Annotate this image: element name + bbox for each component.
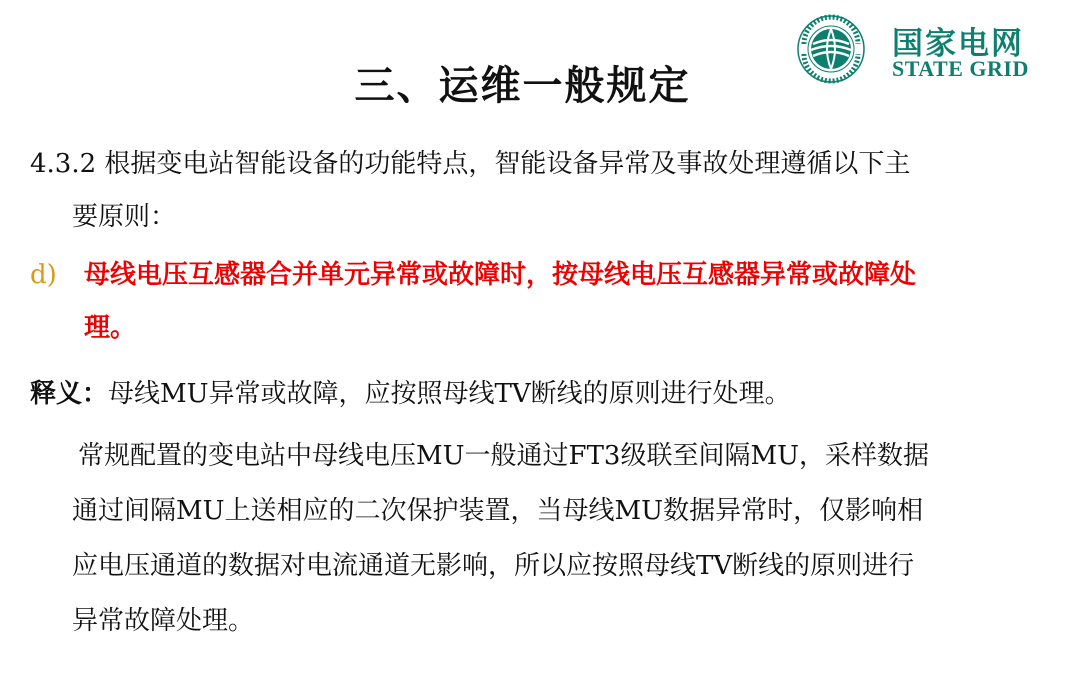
list-marker: d) — [30, 260, 57, 290]
interpretation-text: 母线MU异常或故障，应按照母线TV断线的原则进行处理。 — [108, 379, 791, 409]
interpretation-paragraph — [30, 368, 1050, 421]
item-d-line-2: 理。 — [84, 313, 137, 343]
clause-line-1: 4.3.2 根据变电站智能设备的功能特点，智能设备异常及事故处理遵循以下主 — [30, 149, 911, 179]
clause-paragraph — [30, 138, 1050, 244]
clause-line-2: 要原则： — [72, 202, 177, 232]
explanation-paragraph — [72, 429, 1047, 649]
list-item-d — [30, 249, 1055, 355]
item-d-line-1: 母线电压互感器合并单元异常或故障时，按母线电压互感器异常或故障处 — [84, 260, 917, 290]
explanation-line: 应电压通道的数据对电流通道无影响，所以应按照母线TV断线的原则进行 — [72, 551, 915, 581]
page-title: 三、运维一般规定 — [354, 63, 691, 109]
explanation-line: 通过间隔MU上送相应的二次保护装置，当母线MU数据异常时，仅影响相 — [72, 496, 924, 526]
logo-english-name: STATE GRID — [892, 56, 1029, 81]
logo-chinese-name: 国家电网 — [892, 26, 1024, 62]
explanation-line: 常规配置的变电站中母线电压MU一般通过FT3级联至间隔MU，采样数据 — [78, 441, 929, 471]
explanation-line: 异常故障处理。 — [72, 606, 255, 636]
interpretation-label: 释义： — [30, 379, 109, 409]
